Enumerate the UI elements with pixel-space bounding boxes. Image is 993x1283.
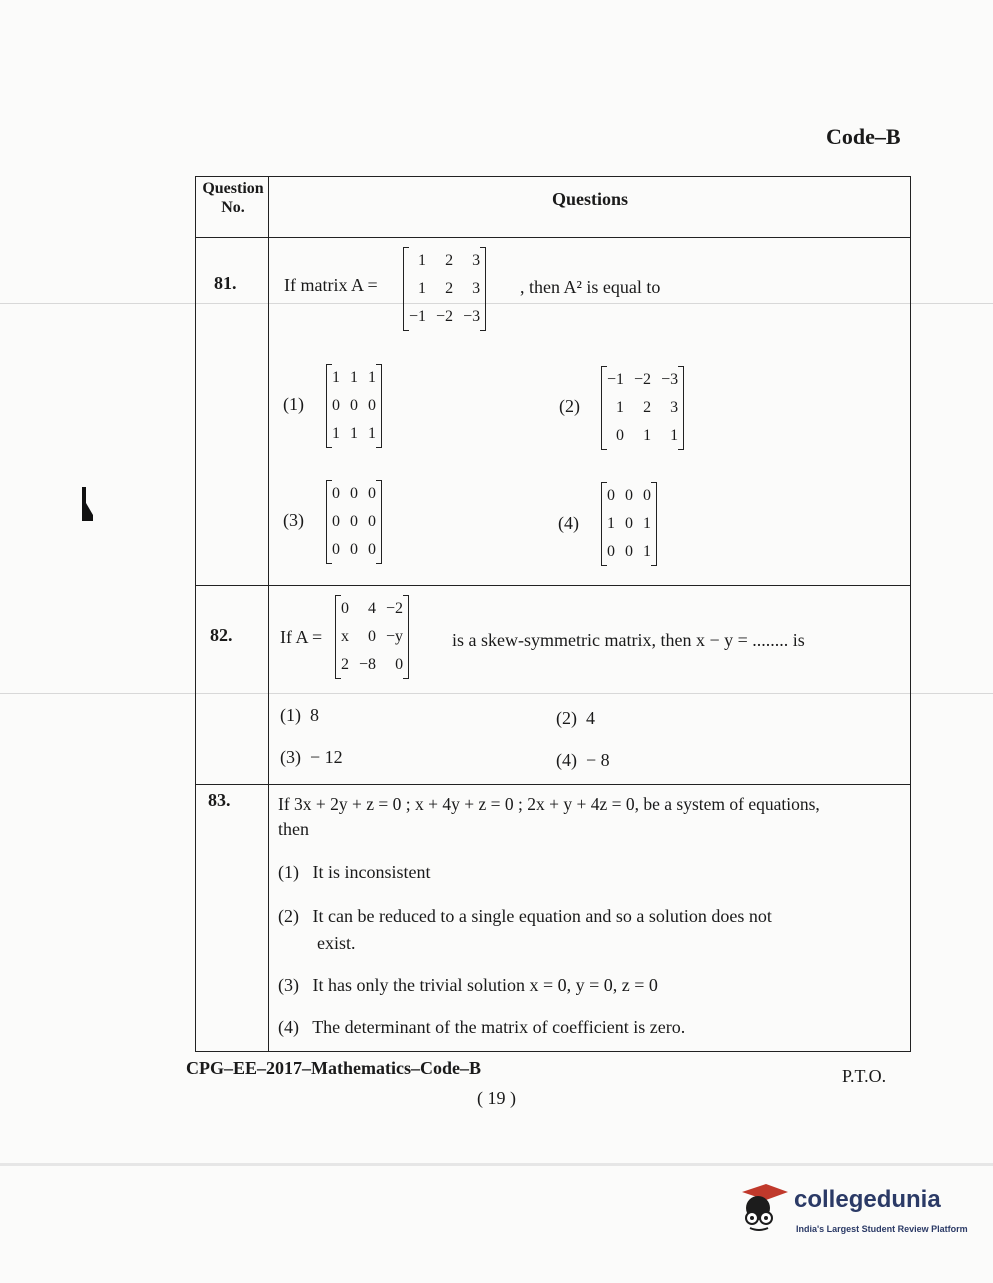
- cell: 0: [350, 513, 358, 530]
- cell: 0: [350, 541, 358, 558]
- cell: 1: [350, 425, 358, 442]
- q81-option-3-label: (3): [283, 510, 304, 530]
- cell: −y: [386, 628, 404, 645]
- option-label: (1): [280, 705, 301, 725]
- q81-prefix: If matrix A =: [284, 275, 378, 295]
- cell: −3: [463, 308, 481, 325]
- footer-pto: P.T.O.: [842, 1066, 887, 1086]
- cell: 3: [670, 399, 679, 416]
- q82-option-4: [556, 750, 610, 771]
- q81-matrix-a: [403, 247, 486, 331]
- option-label: (4): [278, 1017, 299, 1037]
- header-question-no: Question No.: [202, 180, 264, 216]
- cell: 4: [368, 600, 377, 617]
- option-label: (2): [556, 708, 577, 728]
- option-text: 8: [310, 705, 319, 725]
- q81-option-2-label: (2): [559, 396, 580, 416]
- page-number: ( 19 ): [477, 1088, 516, 1108]
- cell: 0: [368, 541, 376, 558]
- column-divider: [268, 177, 269, 1051]
- cell: 0: [607, 543, 615, 560]
- logo-tagline: India's Largest Student Review Platform: [796, 1224, 968, 1234]
- option-text: It has only the trivial solution x = 0, y = 0, z = 0: [312, 975, 658, 995]
- cell: 1: [607, 515, 615, 532]
- cell: 2: [643, 399, 652, 416]
- q82-option-3: [280, 747, 343, 768]
- scan-mark: [80, 487, 94, 521]
- cell: 0: [368, 485, 376, 502]
- scan-line: [0, 1163, 993, 1166]
- cell: 1: [368, 425, 376, 442]
- cell: 0: [625, 487, 633, 504]
- cell: 1: [418, 280, 427, 297]
- cell: 0: [616, 427, 625, 444]
- cell: 1: [616, 399, 625, 416]
- q82-option-1: [280, 705, 319, 726]
- cell: 0: [395, 656, 404, 673]
- q82-option-2: [556, 708, 595, 729]
- option-text: − 8: [586, 750, 610, 770]
- q81-option-1-label: (1): [283, 394, 304, 414]
- header-questions: Questions: [551, 189, 629, 209]
- q83-option-4: [278, 1017, 685, 1038]
- option-text: − 12: [310, 747, 343, 767]
- logo-name: collegedunia: [794, 1186, 941, 1213]
- cell: −2: [436, 308, 454, 325]
- q81-option-1-matrix: [326, 364, 382, 448]
- cell: 2: [341, 656, 349, 673]
- cell: 2: [445, 280, 454, 297]
- q83-stem-line1: If 3x + 2y + z = 0 ; x + 4y + z = 0 ; 2x + y + 4z = 0, be a system of equations,: [278, 794, 820, 814]
- cell: 0: [341, 600, 349, 617]
- q81-option-3-matrix: [326, 480, 382, 564]
- row-divider: [196, 784, 910, 785]
- q81-number: 81.: [214, 273, 237, 293]
- q82-number: 82.: [210, 625, 233, 645]
- row-divider: [196, 237, 910, 238]
- q83-option-2: [278, 906, 772, 927]
- q81-suffix: , then A² is equal to: [520, 277, 661, 297]
- q81-option-4-label: (4): [558, 513, 579, 533]
- option-label: (1): [278, 862, 299, 882]
- cell: 1: [350, 369, 358, 386]
- cell: 0: [368, 628, 377, 645]
- option-text: It is inconsistent: [312, 862, 431, 882]
- option-label: (3): [280, 747, 301, 767]
- cell: 1: [643, 427, 652, 444]
- cell: −3: [661, 371, 679, 388]
- q82-prefix: If A =: [280, 627, 323, 647]
- cell: 0: [625, 543, 633, 560]
- q83-option-1: [278, 862, 431, 883]
- cell: 1: [643, 515, 651, 532]
- q83-number: 83.: [208, 790, 231, 810]
- cell: 0: [332, 485, 340, 502]
- q81-option-4-matrix: [601, 482, 657, 566]
- cell: −8: [359, 656, 377, 673]
- option-text: The determinant of the matrix of coefficient is zero.: [312, 1017, 686, 1037]
- collegedunia-logo-icon: [736, 1178, 792, 1234]
- cell: 1: [332, 369, 340, 386]
- q83-option-2-line2: exist.: [317, 933, 356, 953]
- row-divider: [196, 585, 910, 586]
- cell: 0: [368, 397, 376, 414]
- cell: 0: [332, 541, 340, 558]
- cell: −2: [386, 600, 404, 617]
- cell: 0: [332, 513, 340, 530]
- cell: 0: [625, 515, 633, 532]
- q83-option-3: [278, 975, 658, 996]
- option-text: It can be reduced to a single equation and so a solution does not: [312, 906, 772, 926]
- cell: 1: [418, 252, 427, 269]
- q82-suffix: is a skew-symmetric matrix, then x − y = ........ is: [452, 630, 805, 650]
- cell: 2: [445, 252, 454, 269]
- cell: 0: [368, 513, 376, 530]
- cell: 0: [332, 397, 340, 414]
- cell: −2: [634, 371, 652, 388]
- option-label: (4): [556, 750, 577, 770]
- cell: 1: [332, 425, 340, 442]
- footer-exam-code: CPG–EE–2017–Mathematics–Code–B: [186, 1058, 481, 1078]
- q82-matrix-a: [335, 595, 409, 679]
- cell: −1: [607, 371, 625, 388]
- cell: 3: [472, 280, 481, 297]
- option-label: (2): [278, 906, 299, 926]
- cell: 3: [472, 252, 481, 269]
- cell: x: [341, 628, 349, 645]
- cell: 0: [607, 487, 615, 504]
- cell: 1: [643, 543, 651, 560]
- q83-stem-line2: then: [278, 819, 309, 839]
- option-text: 4: [586, 708, 595, 728]
- cell: 0: [643, 487, 651, 504]
- cell: 0: [350, 397, 358, 414]
- cell: 1: [670, 427, 679, 444]
- q81-option-2-matrix: [601, 366, 684, 450]
- option-label: (3): [278, 975, 299, 995]
- cell: −1: [409, 308, 427, 325]
- cell: 0: [350, 485, 358, 502]
- code-label: Code–B: [826, 124, 901, 149]
- cell: 1: [368, 369, 376, 386]
